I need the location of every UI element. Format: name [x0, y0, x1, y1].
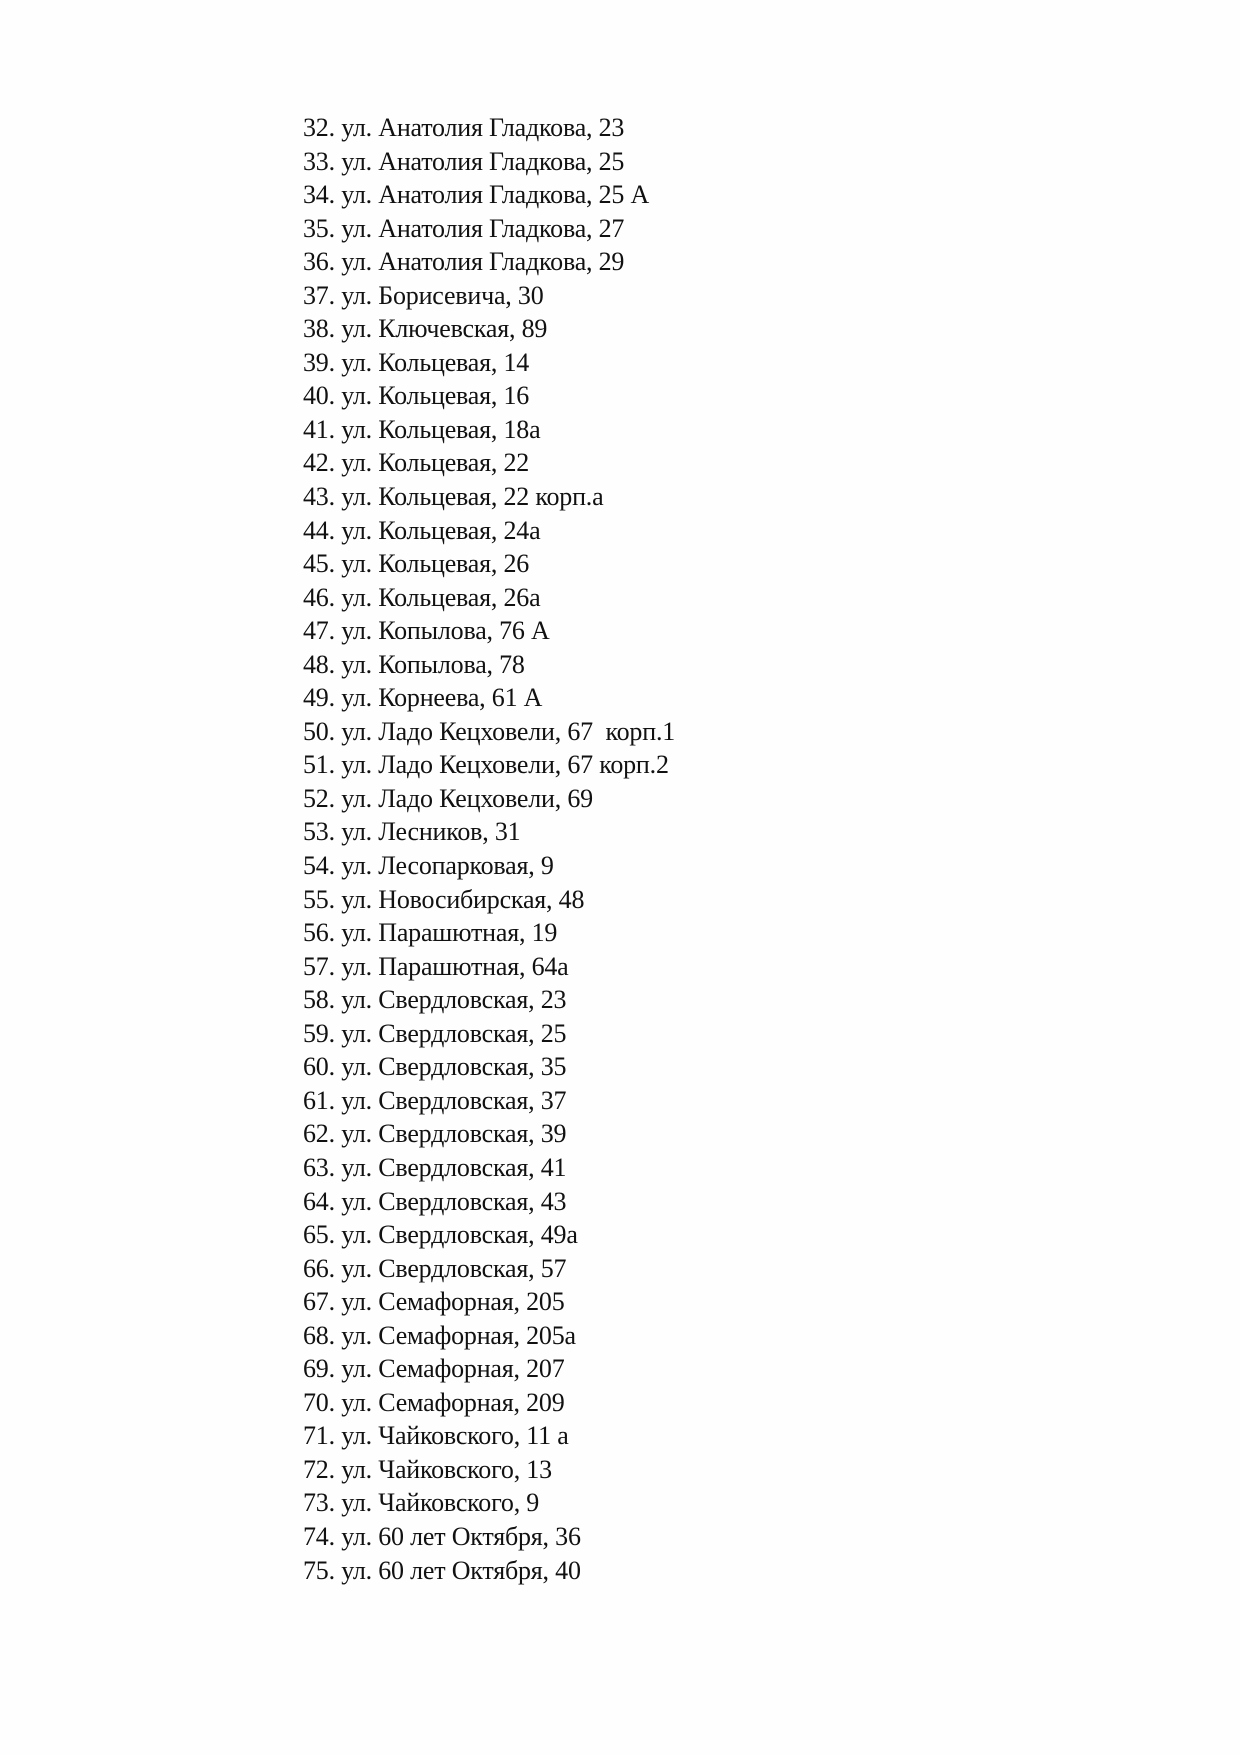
address-text: ул. Семафорная, 205 — [341, 1287, 565, 1317]
address-text: ул. Чайковского, 13 — [341, 1454, 552, 1484]
item-number: 69. — [303, 1354, 335, 1384]
address-text: ул. Ладо Кецховели, 67 корп.1 — [341, 716, 676, 746]
item-number: 63. — [303, 1152, 335, 1182]
item-number: 46. — [303, 582, 335, 612]
address-text: ул. Кольцевая, 22 корп.а — [341, 482, 604, 512]
address-item — [303, 547, 675, 581]
address-item — [303, 480, 675, 514]
address-item — [303, 1319, 675, 1353]
address-list — [303, 111, 675, 1587]
address-item — [303, 614, 675, 648]
address-item — [303, 1386, 675, 1420]
item-number: 41. — [303, 414, 335, 444]
item-number: 52. — [303, 783, 335, 813]
address-text: ул. Свердловская, 35 — [341, 1052, 567, 1082]
address-item — [303, 950, 675, 984]
address-item — [303, 1218, 675, 1252]
address-item — [303, 1520, 675, 1554]
address-item — [303, 1453, 675, 1487]
item-number: 51. — [303, 750, 335, 780]
item-number: 67. — [303, 1287, 335, 1317]
item-number: 71. — [303, 1421, 335, 1451]
address-text: ул. Семафорная, 205а — [341, 1320, 576, 1350]
address-item — [303, 815, 675, 849]
item-number: 47. — [303, 616, 335, 646]
address-text: ул. Свердловская, 49а — [341, 1220, 578, 1250]
address-text: ул. Копылова, 76 А — [341, 616, 550, 646]
item-number: 48. — [303, 649, 335, 679]
address-item — [303, 446, 675, 480]
address-item — [303, 1117, 675, 1151]
address-item — [303, 681, 675, 715]
address-item — [303, 916, 675, 950]
address-text: ул. Свердловская, 39 — [341, 1119, 567, 1149]
address-text: ул. Кольцевая, 14 — [341, 347, 530, 377]
address-item — [303, 782, 675, 816]
address-item — [303, 1185, 675, 1219]
item-number: 44. — [303, 515, 335, 545]
item-number: 55. — [303, 884, 335, 914]
address-item — [303, 212, 675, 246]
address-item — [303, 1252, 675, 1286]
address-item — [303, 715, 675, 749]
address-item — [303, 1084, 675, 1118]
address-text: ул. Чайковского, 9 — [341, 1488, 540, 1518]
address-text: ул. Анатолия Гладкова, 25 А — [341, 180, 650, 210]
address-item — [303, 983, 675, 1017]
address-item — [303, 748, 675, 782]
address-item — [303, 849, 675, 883]
item-number: 74. — [303, 1521, 335, 1551]
address-text: ул. Анатолия Гладкова, 25 — [341, 146, 625, 176]
address-item — [303, 1554, 675, 1588]
item-number: 56. — [303, 918, 335, 948]
address-item — [303, 312, 675, 346]
item-number: 60. — [303, 1052, 335, 1082]
item-number: 68. — [303, 1320, 335, 1350]
address-item — [303, 145, 675, 179]
address-text: ул. Борисевича, 30 — [341, 280, 544, 310]
address-text: ул. Парашютная, 19 — [341, 918, 558, 948]
address-item — [303, 1486, 675, 1520]
item-number: 34. — [303, 180, 335, 210]
item-number: 72. — [303, 1454, 335, 1484]
address-text: ул. Лесников, 31 — [341, 817, 521, 847]
item-number: 36. — [303, 247, 335, 277]
item-number: 42. — [303, 448, 335, 478]
address-text: ул. Лесопарковая, 9 — [341, 851, 554, 881]
address-text: ул. Чайковского, 11 а — [341, 1421, 569, 1451]
item-number: 45. — [303, 549, 335, 579]
address-text: ул. Свердловская, 43 — [341, 1186, 567, 1216]
address-item — [303, 279, 675, 313]
item-number: 61. — [303, 1085, 335, 1115]
item-number: 32. — [303, 113, 335, 142]
item-number: 64. — [303, 1186, 335, 1216]
address-text: ул. Кольцевая, 18а — [341, 414, 541, 444]
address-item — [303, 514, 675, 548]
address-item — [303, 245, 675, 279]
address-text: ул. 60 лет Октября, 40 — [341, 1555, 581, 1585]
item-number: 58. — [303, 985, 335, 1015]
item-number: 53. — [303, 817, 335, 847]
address-text: ул. Кольцевая, 22 — [341, 448, 530, 478]
item-number: 37. — [303, 280, 335, 310]
address-text: ул. Кольцевая, 26а — [341, 582, 541, 612]
item-number: 33. — [303, 146, 335, 176]
address-item — [303, 883, 675, 917]
address-text: ул. Свердловская, 23 — [341, 985, 567, 1015]
address-text: ул. Корнеева, 61 А — [341, 683, 543, 713]
address-item — [303, 1419, 675, 1453]
address-text: ул. Анатолия Гладкова, 27 — [341, 213, 625, 243]
item-number: 57. — [303, 951, 335, 981]
item-number: 35. — [303, 213, 335, 243]
item-number: 39. — [303, 347, 335, 377]
address-text: ул. Свердловская, 25 — [341, 1018, 567, 1048]
address-item — [303, 379, 675, 413]
item-number: 50. — [303, 716, 335, 746]
address-text: ул. Семафорная, 209 — [341, 1387, 565, 1417]
address-text: ул. Анатолия Гладкова, 29 — [341, 247, 625, 277]
address-item — [303, 581, 675, 615]
item-number: 59. — [303, 1018, 335, 1048]
address-item — [303, 1285, 675, 1319]
item-number: 54. — [303, 851, 335, 881]
address-text: ул. Кольцевая, 26 — [341, 549, 530, 579]
item-number: 38. — [303, 314, 335, 344]
item-number: 43. — [303, 482, 335, 512]
address-text: ул. Анатолия Гладкова, 23 — [341, 113, 625, 142]
address-item — [303, 1151, 675, 1185]
address-item — [303, 346, 675, 380]
address-item — [303, 1050, 675, 1084]
address-item — [303, 1352, 675, 1386]
address-text: ул. Ключевская, 89 — [341, 314, 548, 344]
address-text: ул. Кольцевая, 16 — [341, 381, 530, 411]
address-text: ул. Ладо Кецховели, 67 корп.2 — [341, 750, 669, 780]
address-text: ул. Копылова, 78 — [341, 649, 525, 679]
item-number: 75. — [303, 1555, 335, 1585]
address-item — [303, 111, 675, 145]
address-item — [303, 648, 675, 682]
address-item — [303, 1017, 675, 1051]
address-item — [303, 178, 675, 212]
address-text: ул. Свердловская, 41 — [341, 1152, 567, 1182]
item-number: 65. — [303, 1220, 335, 1250]
address-text: ул. Ладо Кецховели, 69 — [341, 783, 593, 813]
item-number: 73. — [303, 1488, 335, 1518]
address-text: ул. Парашютная, 64а — [341, 951, 569, 981]
address-text: ул. Кольцевая, 24а — [341, 515, 541, 545]
address-text: ул. Семафорная, 207 — [341, 1354, 565, 1384]
address-text: ул. Свердловская, 37 — [341, 1085, 567, 1115]
item-number: 70. — [303, 1387, 335, 1417]
item-number: 62. — [303, 1119, 335, 1149]
address-item — [303, 413, 675, 447]
item-number: 40. — [303, 381, 335, 411]
item-number: 49. — [303, 683, 335, 713]
address-text: ул. 60 лет Октября, 36 — [341, 1521, 581, 1551]
address-text: ул. Свердловская, 57 — [341, 1253, 567, 1283]
address-text: ул. Новосибирская, 48 — [341, 884, 585, 914]
item-number: 66. — [303, 1253, 335, 1283]
